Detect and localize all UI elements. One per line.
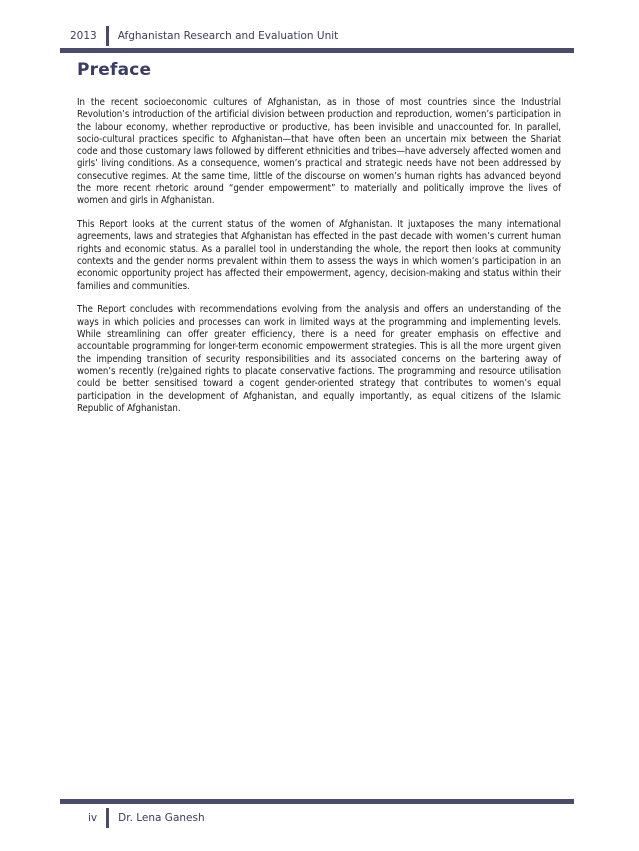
paragraph: The Report concludes with recommendations evolving from the analysis and offers an understanding of the ways in which policies and processes can work in limited ways at the programming and implementing levels. While streamlining can offer greater efficiency, there is a need for greater emphasis on effective and accountable programming for longer-term economic empowerment strategies. This is all the more urgent given the impending transition of security responsibilities and its associated concerns on the bartering away of women’s recently (re)gained rights to placate conservative factions. The programming and resource utilisation could be better sensitised toward a cogent gender-oriented strategy that contributes to women’s equal participation in the development of Afghanistan, and equally importantly, as equal citizens of the Islamic Republic of Afghanistan. xyxy=(77,304,561,414)
page-number: iv xyxy=(88,812,98,824)
paragraph: This Report looks at the current status of the women of Afghanistan. It juxtaposes the many international agreements, laws and strategies that Afghanistan has effected in the past decade with women’s current human rights and economic status. As a parallel tool in understanding the whole, the report then looks at community contexts and the gender norms prevalent within them to assess the ways in which women’s participation in an economic opportunity project has affected their empowerment, agency, decision-making and status within their families and communities. xyxy=(77,219,561,292)
page-footer xyxy=(88,808,205,828)
bottom-rule xyxy=(60,799,574,804)
paragraph: In the recent socioeconomic cultures of Afghanistan, as in those of most countries since the Industrial Revolution’s introduction of the artificial division between production and reproduction, women’s participation in the labour economy, whether reproductive or productive, has been invisible and unaccounted for. In parallel, socio-cultural practices specific to Afghanistan—that have often been an uncertain mix between the Shariat code and those customary laws followed by different ethnicities and tribes—have adversely affected women and girls’ living conditions. As a consequence, women’s practical and strategic needs have not been addressed by consecutive regimes. At the same time, little of the discourse on women’s human rights has advanced beyond the more recent rhetoric around “gender empowerment” to materially and politically improve the lives of women and girls in Afghanistan. xyxy=(77,97,561,207)
body-text xyxy=(77,97,561,427)
footer-author: Dr. Lena Ganesh xyxy=(118,812,205,824)
header-year: 2013 xyxy=(70,30,97,42)
page-header xyxy=(70,26,338,46)
header-title: Afghanistan Research and Evaluation Unit xyxy=(117,30,339,42)
top-rule xyxy=(60,48,574,53)
page-title: Preface xyxy=(77,60,152,80)
